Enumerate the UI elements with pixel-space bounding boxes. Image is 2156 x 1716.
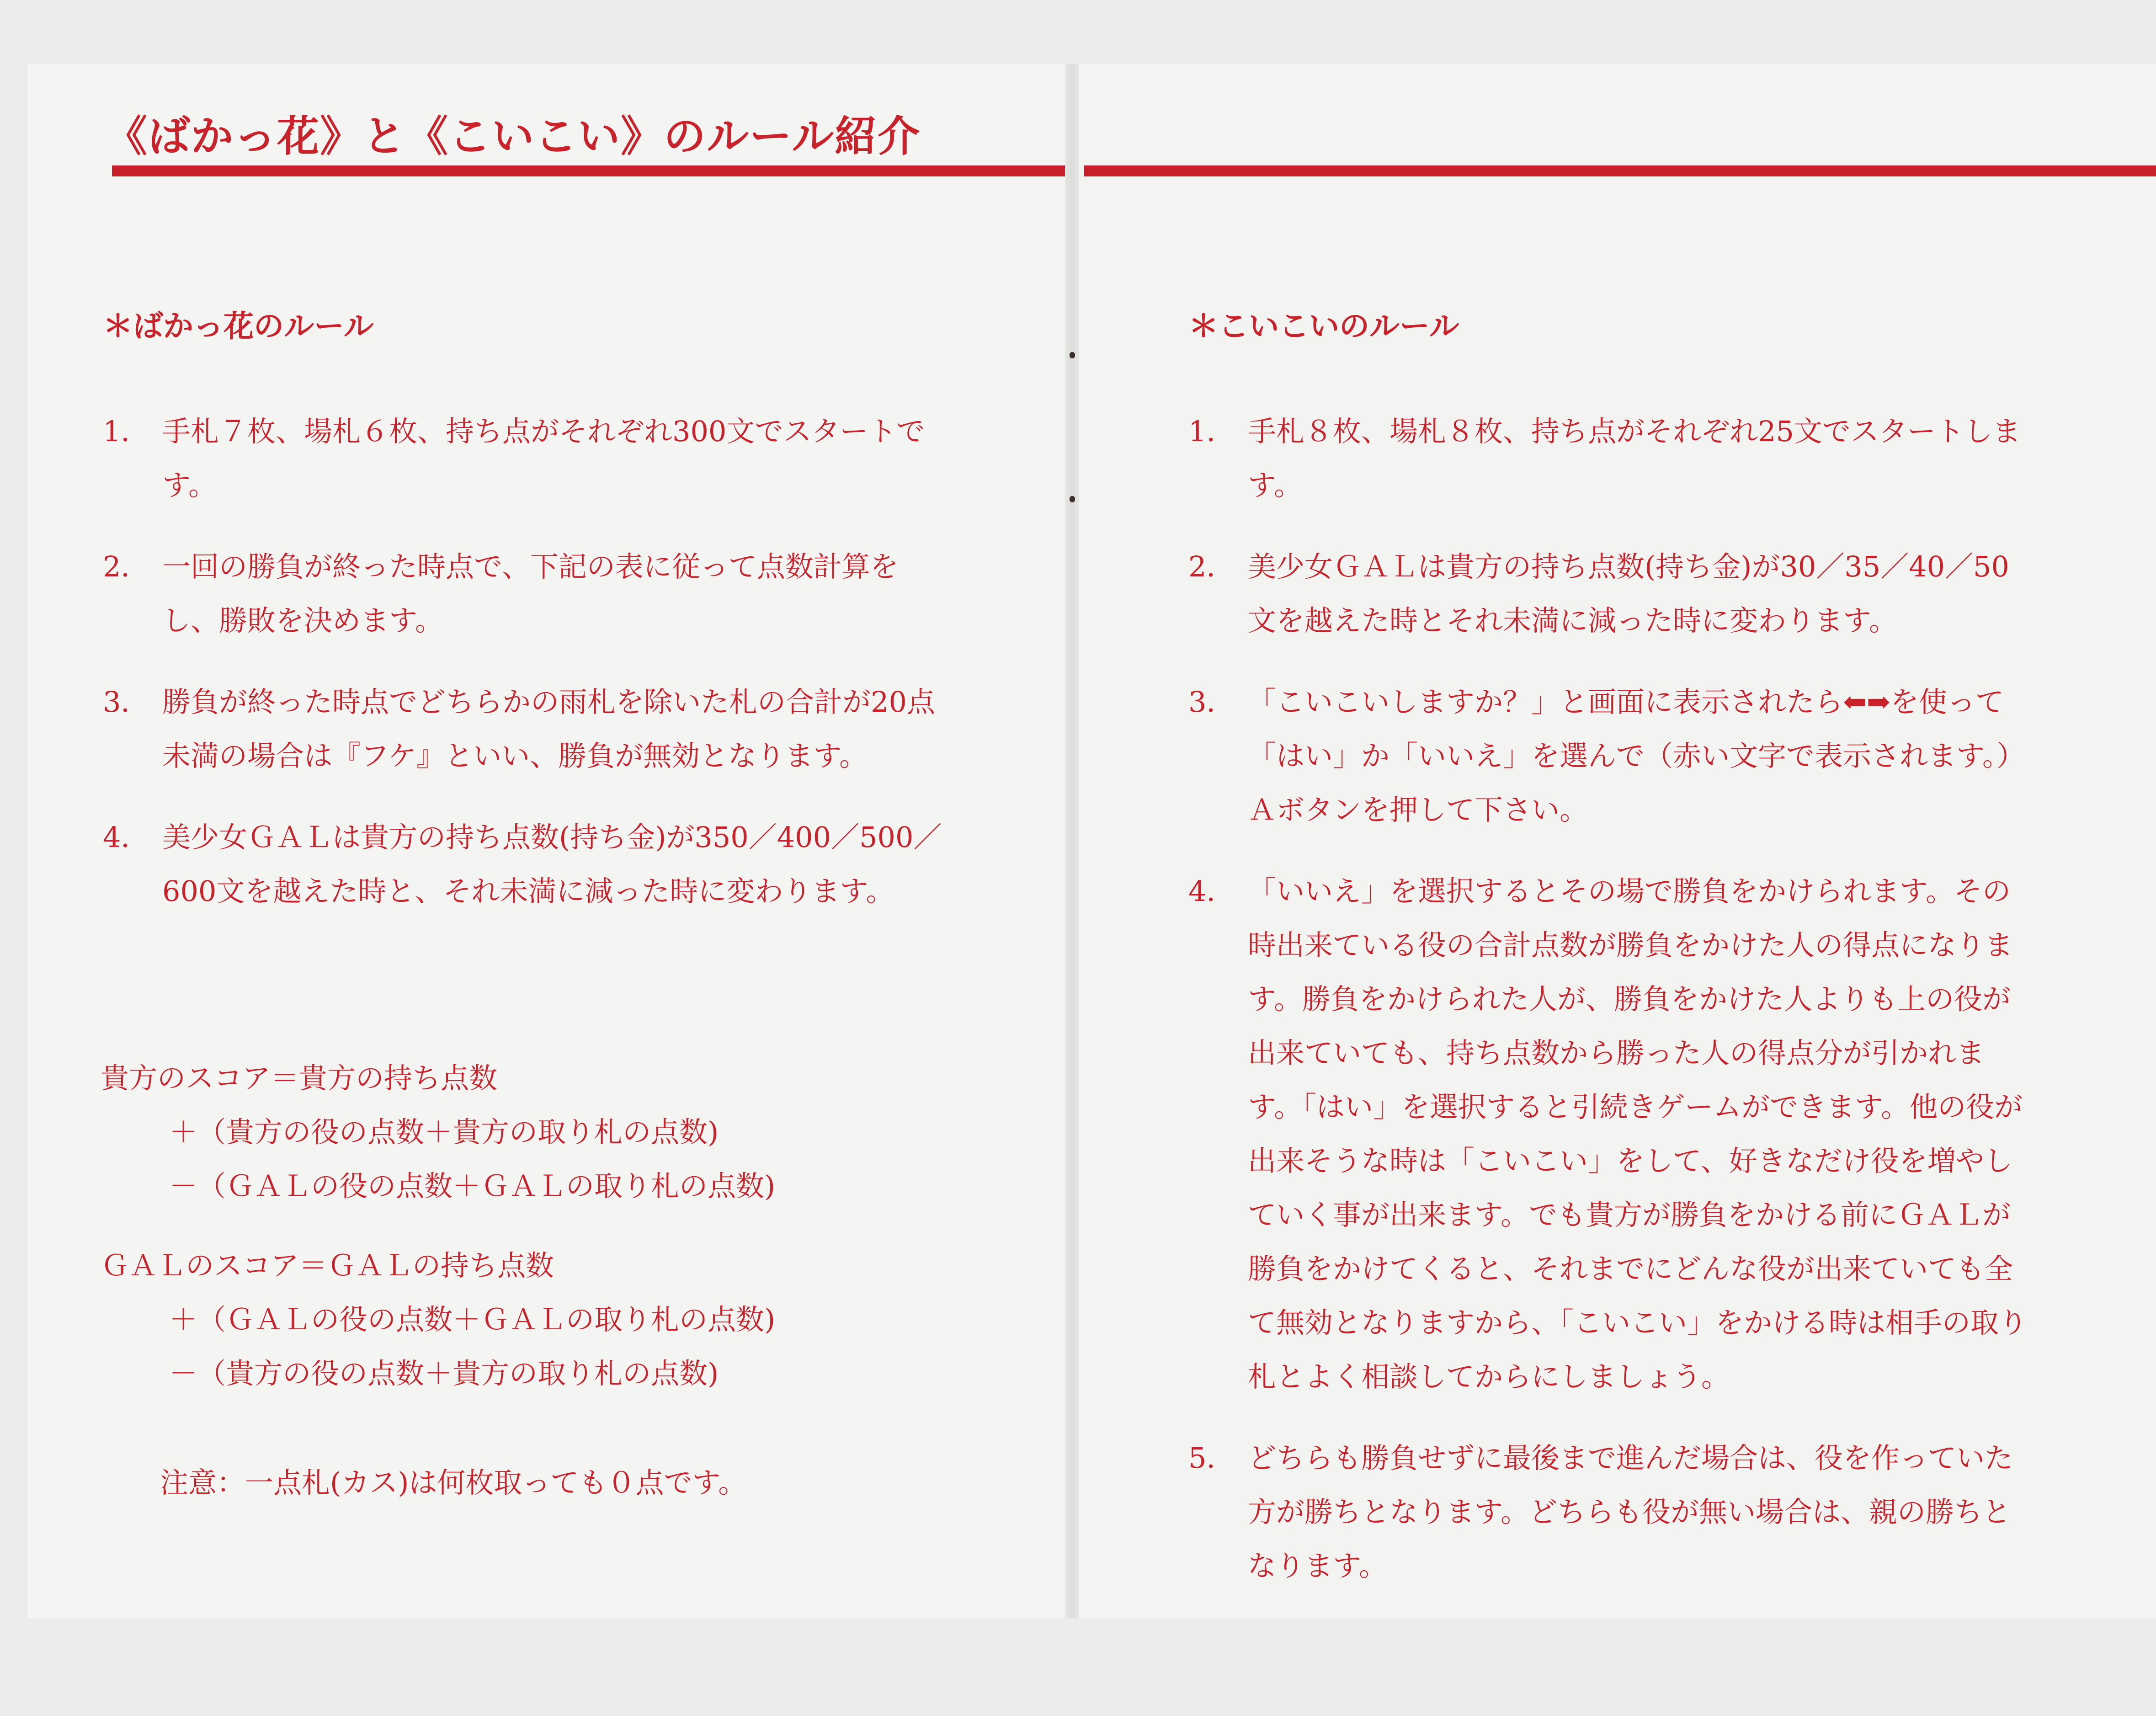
formula-plus: ＋（ＧＡＬの役の点数＋ＧＡＬの取り札の点数) bbox=[169, 1303, 776, 1336]
formula-minus: －（貴方の役の点数＋貴方の取り札の点数) bbox=[169, 1357, 719, 1390]
item-text: 勝負が終った時点でどちらかの雨札を除いた札の合計が20点未満の場合は『フケ』といい、勝負が無効となります。 bbox=[162, 685, 935, 773]
bakappana-rules-list bbox=[103, 405, 953, 946]
list-item bbox=[103, 675, 953, 783]
gal-score-formula bbox=[101, 1239, 775, 1401]
koikoi-heading: ＊こいこいのルール bbox=[1188, 309, 1459, 344]
gutter-mark bbox=[1070, 352, 1075, 358]
item-number: 1． bbox=[1188, 415, 1235, 448]
bakappana-heading: ＊ばかっ花のルール bbox=[103, 309, 374, 344]
player-score-formula bbox=[101, 1051, 775, 1213]
item-text: 手札７枚、場札６枚、持ち点がそれぞれ300文でスタートです。 bbox=[162, 415, 925, 502]
list-item bbox=[1188, 675, 2029, 837]
item-number: 3． bbox=[1188, 685, 1235, 719]
caution-note: 注意：一点札(カス)は何枚取っても０点です。 bbox=[160, 1466, 747, 1499]
title-rule-left bbox=[112, 165, 1065, 176]
page-gutter bbox=[1065, 64, 1079, 1618]
gutter-mark bbox=[1070, 496, 1075, 502]
list-item bbox=[1188, 405, 2029, 512]
list-item bbox=[1188, 540, 2029, 648]
item-number: 1． bbox=[103, 415, 149, 448]
item-text: 「いいえ」を選択するとその場で勝負をかけられます。その時出来ている役の合計点数が勝負をかけた人の得点になります。勝負をかけられた人が、勝負をかけた人よりも上の役が出来ていても、持ち点数から勝った人の得点分が引かれます。「はい」を選択すると引続きゲームができます。他の役が出来そうな時は「こいこい」をして、好きなだけ役を増やしていく事が出来ます。でも貴方が勝負をかける前にＧＡＬが勝負をかけてくると、それまでにどんな役が出来ていても全て無効となりますから、「こいこい」をかける時は相手の取り札とよく相談してからにしましょう。 bbox=[1248, 874, 2028, 1393]
item-number: 2． bbox=[103, 550, 149, 583]
list-item bbox=[103, 405, 953, 512]
item-number: 3． bbox=[103, 685, 149, 719]
title-rule-right bbox=[1084, 165, 2156, 176]
list-item bbox=[1188, 1431, 2029, 1593]
list-item bbox=[103, 810, 953, 918]
page-title: 《ばかっ花》と《こいこい》のルール紹介 bbox=[105, 112, 921, 161]
list-item bbox=[103, 540, 953, 648]
formula-plus: ＋（貴方の役の点数＋貴方の取り札の点数) bbox=[169, 1115, 719, 1149]
item-text: 手札８枚、場札８枚、持ち点がそれぞれ25文でスタートします。 bbox=[1248, 415, 2021, 502]
item-number: 2． bbox=[1188, 550, 1235, 583]
item-text: 「こいこいしますか？」と画面に表示されたら⬅➡を使って「はい」か「いいえ」を選んで（赤い文字で表示されます。）Ａボタンを押して下さい。 bbox=[1248, 685, 2025, 826]
formula-minus: －（ＧＡＬの役の点数＋ＧＡＬの取り札の点数) bbox=[169, 1169, 776, 1203]
item-text: 美少女ＧＡＬは貴方の持ち点数(持ち金)が30／35／40／50文を越えた時とそれ未満に減った時に変わります。 bbox=[1248, 550, 2009, 637]
formula-head: ＧＡＬのスコア＝ＧＡＬの持ち点数 bbox=[101, 1249, 554, 1282]
item-text: どちらも勝負せずに最後まで進んだ場合は、役を作っていた方が勝ちとなります。どちらも役が無い場合は、親の勝ちとなります。 bbox=[1248, 1441, 2013, 1583]
koikoi-rules-list bbox=[1188, 405, 2029, 1620]
item-number: 5． bbox=[1188, 1441, 1235, 1475]
item-text: 美少女ＧＡＬは貴方の持ち点数(持ち金)が350／400／500／600文を越えた時と、それ未満に減った時に変わります。 bbox=[162, 821, 942, 908]
list-item bbox=[1188, 864, 2029, 1404]
item-text: 一回の勝負が終った時点で、下記の表に従って点数計算をし、勝敗を決めます。 bbox=[162, 550, 899, 637]
formula-head: 貴方のスコア＝貴方の持ち点数 bbox=[101, 1061, 498, 1095]
item-number: 4． bbox=[103, 821, 149, 854]
item-number: 4． bbox=[1188, 874, 1235, 908]
